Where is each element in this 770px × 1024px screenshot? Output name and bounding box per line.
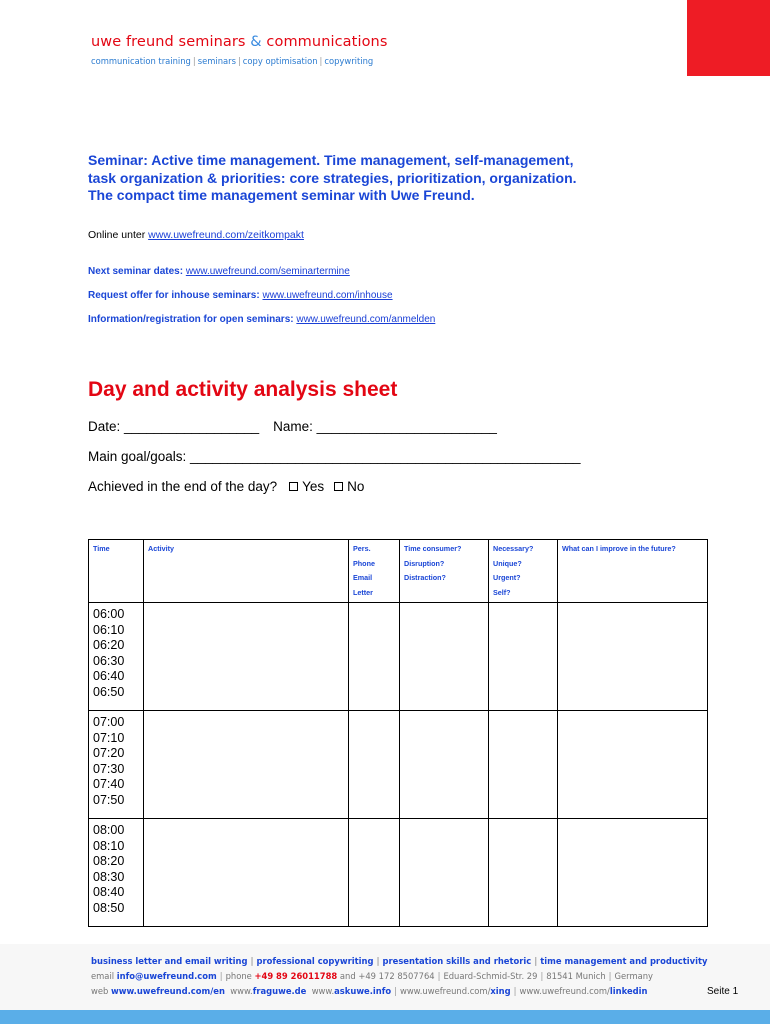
pers-cell[interactable] xyxy=(349,819,400,927)
activity-cell[interactable] xyxy=(144,819,349,927)
table-row xyxy=(89,603,708,711)
consumer-cell[interactable] xyxy=(400,819,489,927)
footer-web-link-askuwe[interactable]: www.askuwe.info xyxy=(311,986,392,996)
improve-cell[interactable] xyxy=(558,711,708,819)
header-time: Time xyxy=(89,540,144,603)
consumer-cell[interactable] xyxy=(400,603,489,711)
header-pers: Pers. Phone Email Letter xyxy=(349,540,400,603)
footer-topics: business letter and email writing | professional copywriting | presentation skills and rhetoric | time management and productivity xyxy=(91,956,708,966)
time-block-06: 06:00 06:10 06:20 06:30 06:40 06:50 xyxy=(89,603,144,711)
footer-contact: email info@uwefreund.com | phone +49 89 26011788 and +49 172 8507764 | Eduard-Schmid-Str. 29 | 81541 Munich | Germany xyxy=(91,971,653,981)
name-field[interactable]: Name: ________________________ xyxy=(273,419,497,434)
necessary-cell[interactable] xyxy=(489,603,558,711)
brand-color-square xyxy=(687,0,770,76)
seminar-title: Seminar: Active time management. Time management, self-management, task organization & priorities: core strategies, prioritization, organization. The compact time management seminar with Uwe Freund. xyxy=(88,152,577,203)
time-block-07: 07:00 07:10 07:20 07:30 07:40 07:50 xyxy=(89,711,144,819)
pers-cell[interactable] xyxy=(349,603,400,711)
achieved-line: Achieved in the end of the day? Yes No xyxy=(88,479,365,494)
activity-cell[interactable] xyxy=(144,603,349,711)
next-dates-line: Next seminar dates: www.uwefreund.com/seminartermine xyxy=(88,266,350,277)
table-row xyxy=(89,819,708,927)
inhouse-link[interactable]: www.uwefreund.com/inhouse xyxy=(262,290,393,301)
no-checkbox[interactable] xyxy=(334,482,343,491)
footer-web-link-en[interactable]: www.uwefreund.com/en xyxy=(110,986,225,996)
necessary-cell[interactable] xyxy=(489,711,558,819)
brand-logo-text: uwe freund seminars & communications xyxy=(91,34,388,50)
online-line: Online unter www.uwefreund.com/zeitkompakt xyxy=(88,229,304,241)
header-time-consumer: Time consumer? Disruption? Distraction? xyxy=(400,540,489,603)
online-link[interactable]: www.uwefreund.com/zeitkompakt xyxy=(148,229,304,241)
yes-checkbox[interactable] xyxy=(289,482,298,491)
table-row xyxy=(89,711,708,819)
main-goal-field[interactable]: Main goal/goals: ____________________________________________________ xyxy=(88,449,581,464)
time-block-08: 08:00 08:10 08:20 08:30 08:40 08:50 xyxy=(89,819,144,927)
activity-table xyxy=(88,539,708,927)
yes-label: Yes xyxy=(302,479,325,494)
header-improve: What can I improve in the future? xyxy=(558,540,708,603)
footer-color-bar xyxy=(0,1010,770,1024)
footer-web-link-xing[interactable]: www.uwefreund.com/xing xyxy=(399,986,511,996)
footer-email-link[interactable]: info@uwefreund.com xyxy=(116,971,217,981)
footer-web: web www.uwefreund.com/en www.fraguwe.de www.askuwe.info | www.uwefreund.com/xing | www.uwefreund.com/linkedin xyxy=(91,986,648,996)
footer-web-link-fraguwe[interactable]: www.fraguwe.de xyxy=(230,986,307,996)
date-field[interactable]: Date: __________________ xyxy=(88,419,260,434)
registration-line: Information/registration for open seminars: www.uwefreund.com/anmelden xyxy=(88,314,436,325)
consumer-cell[interactable] xyxy=(400,711,489,819)
table-header-row xyxy=(89,540,708,603)
activity-cell[interactable] xyxy=(144,711,349,819)
header-activity: Activity xyxy=(144,540,349,603)
necessary-cell[interactable] xyxy=(489,819,558,927)
footer-web-link-linkedin[interactable]: www.uwefreund.com/linkedin xyxy=(519,986,648,996)
date-name-line xyxy=(88,419,497,434)
improve-cell[interactable] xyxy=(558,819,708,927)
pers-cell[interactable] xyxy=(349,711,400,819)
improve-cell[interactable] xyxy=(558,603,708,711)
header-necessary: Necessary? Unique? Urgent? Self? xyxy=(489,540,558,603)
next-dates-link[interactable]: www.uwefreund.com/seminartermine xyxy=(185,266,350,277)
sheet-title: Day and activity analysis sheet xyxy=(88,378,398,401)
no-label: No xyxy=(347,479,365,494)
registration-link[interactable]: www.uwefreund.com/anmelden xyxy=(296,314,436,325)
inhouse-line: Request offer for inhouse seminars: www.uwefreund.com/inhouse xyxy=(88,290,393,301)
page-number: Seite 1 xyxy=(707,986,739,997)
brand-tagline: communication training | seminars | copy optimisation | copywriting xyxy=(91,56,374,66)
